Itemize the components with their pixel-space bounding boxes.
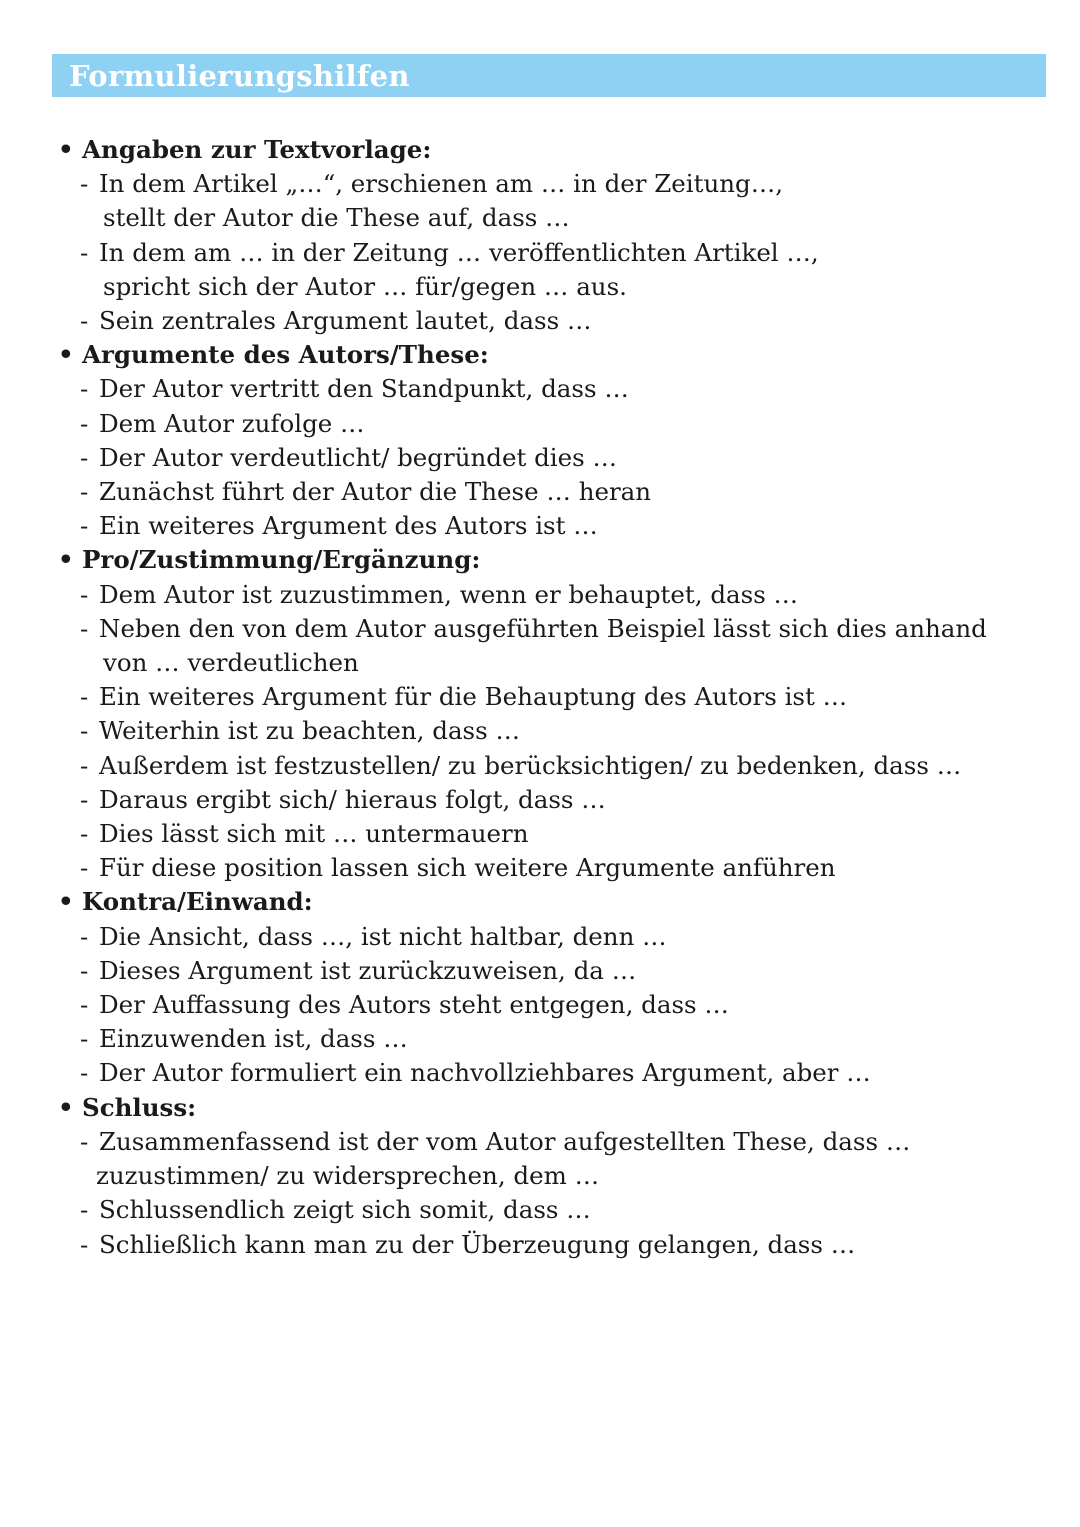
list-item (58, 407, 1018, 441)
section-heading (58, 543, 1018, 577)
document-body (58, 133, 1018, 1262)
list-item (58, 1022, 1018, 1056)
list-item-continuation: zuzustimmen/ zu widersprechen, dem … (96, 1161, 600, 1191)
list-item (58, 1193, 1018, 1227)
list-item-text: Zusammenfassend ist der vom Autor aufgestellten These, dass … (99, 1126, 911, 1156)
section-heading (58, 133, 1018, 167)
bullet-icon: • (58, 545, 74, 575)
dash-icon: - (80, 169, 89, 199)
list-item (58, 851, 1018, 885)
dash-icon: - (80, 1229, 89, 1259)
bullet-icon: • (58, 135, 74, 164)
list-item-text: Dem Autor ist zuzustimmen, wenn er behauptet, dass … (99, 579, 799, 609)
section-heading-text: Argumente des Autors/These: (82, 340, 489, 370)
list-item (58, 1056, 1018, 1090)
title-bar (52, 54, 1046, 97)
dash-icon: - (80, 784, 89, 814)
list-item-text: Weiterhin ist zu beachten, dass … (99, 716, 520, 746)
list-item-text: Ein weiteres Argument des Autors ist … (99, 511, 598, 541)
list-item-continuation: stellt der Autor die These auf, dass … (103, 203, 570, 233)
list-item (58, 817, 1018, 851)
dash-icon: - (80, 682, 89, 712)
list-item (58, 236, 1018, 270)
section-heading-text: Kontra/Einwand: (82, 887, 313, 917)
dash-icon: - (80, 1058, 89, 1088)
list-item-text: Ein weiteres Argument für die Behauptung des Autors ist … (99, 682, 848, 712)
dash-icon: - (80, 306, 89, 336)
list-item-text: Außerdem ist festzustellen/ zu berücksichtigen/ zu bedenken, dass … (99, 750, 962, 780)
section-heading (58, 885, 1018, 919)
list-item-text: In dem am … in der Zeitung … veröffentlichten Artikel …, (99, 237, 819, 267)
section-heading (58, 338, 1018, 372)
list-item-text: Dem Autor zufolge … (99, 408, 365, 438)
dash-icon: - (80, 955, 89, 985)
dash-icon: - (80, 1126, 89, 1156)
list-item-continuation: von … verdeutlichen (103, 648, 359, 678)
list-item (58, 304, 1018, 338)
list-item-text: Der Autor formuliert ein nachvollziehbares Argument, aber … (99, 1058, 871, 1088)
list-item-text: Daraus ergibt sich/ hieraus folgt, dass … (99, 784, 606, 814)
dash-icon: - (80, 477, 89, 507)
list-item (58, 988, 1018, 1022)
dash-icon: - (80, 819, 89, 849)
dash-icon: - (80, 990, 89, 1020)
section-heading-text: Schluss: (82, 1092, 197, 1122)
dash-icon: - (80, 613, 89, 643)
list-item (58, 1228, 1018, 1262)
list-item (58, 1125, 1018, 1159)
list-item-text: Schlussendlich zeigt sich somit, dass … (99, 1195, 591, 1225)
list-item (58, 612, 1018, 646)
list-item-continuation: spricht sich der Autor … für/gegen … aus. (103, 271, 627, 301)
list-item (58, 680, 1018, 714)
list-item-text: Zunächst führt der Autor die These … heran (99, 477, 652, 507)
dash-icon: - (80, 579, 89, 609)
list-item (58, 954, 1018, 988)
dash-icon: - (80, 853, 89, 883)
page-title: Formulierungshilfen (69, 59, 410, 93)
list-item-text: Für diese position lassen sich weitere Argumente anführen (99, 853, 836, 883)
list-item (58, 475, 1018, 509)
dash-icon: - (80, 237, 89, 267)
section-heading-text: Angaben zur Textvorlage: (82, 135, 432, 164)
list-item (58, 441, 1018, 475)
list-item-text: Sein zentrales Argument lautet, dass … (99, 306, 592, 336)
bullet-icon: • (58, 887, 74, 917)
list-item-text: Die Ansicht, dass …, ist nicht haltbar, denn … (99, 921, 667, 951)
section-heading (58, 1091, 1018, 1125)
list-item (58, 167, 1018, 201)
list-item (58, 749, 1018, 783)
dash-icon: - (80, 1024, 89, 1054)
list-item (58, 372, 1018, 406)
section-heading-text: Pro/Zustimmung/Ergänzung: (82, 545, 481, 575)
list-item-text: Schließlich kann man zu der Überzeugung gelangen, dass … (99, 1229, 856, 1259)
list-item-text: Dieses Argument ist zurückzuweisen, da … (99, 955, 637, 985)
bullet-icon: • (58, 340, 74, 370)
list-item-text: Der Autor vertritt den Standpunkt, dass … (99, 374, 629, 404)
dash-icon: - (80, 716, 89, 746)
list-item-text: Der Autor verdeutlicht/ begründet dies … (99, 442, 617, 472)
list-item (58, 783, 1018, 817)
list-item-text: Einzuwenden ist, dass … (99, 1024, 408, 1054)
dash-icon: - (80, 1195, 89, 1225)
list-item (58, 920, 1018, 954)
list-item (58, 714, 1018, 748)
list-item-text: Dies lässt sich mit … untermauern (99, 819, 529, 849)
dash-icon: - (80, 511, 89, 541)
dash-icon: - (80, 408, 89, 438)
list-item (58, 509, 1018, 543)
dash-icon: - (80, 442, 89, 472)
bullet-icon: • (58, 1092, 74, 1122)
dash-icon: - (80, 921, 89, 951)
list-item-text: Der Auffassung des Autors steht entgegen, dass … (99, 990, 729, 1020)
list-item-text: Neben den von dem Autor ausgeführten Beispiel lässt sich dies anhand (99, 613, 987, 643)
list-item-text: In dem Artikel „…“, erschienen am … in der Zeitung…, (99, 169, 783, 199)
list-item (58, 578, 1018, 612)
dash-icon: - (80, 750, 89, 780)
dash-icon: - (80, 374, 89, 404)
